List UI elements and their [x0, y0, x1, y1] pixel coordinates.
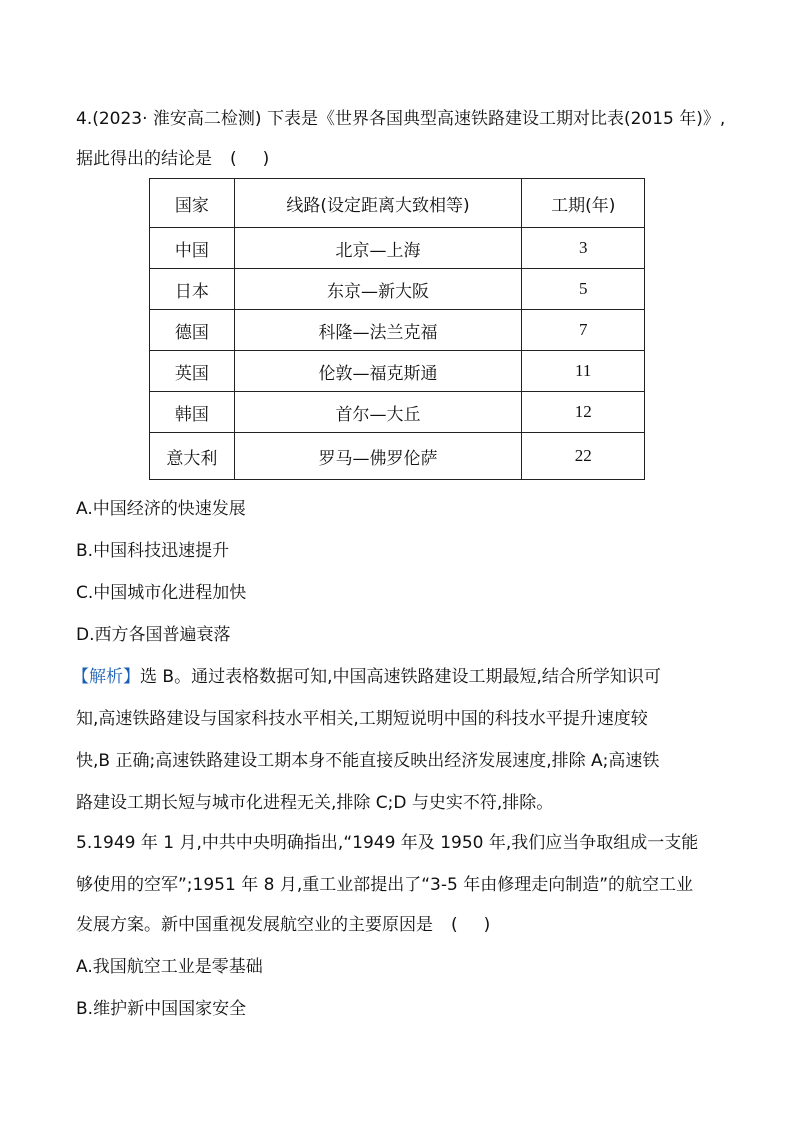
- answer-bracket-open: (: [451, 915, 484, 935]
- cell-years: 7: [522, 310, 645, 351]
- cell-country: 韩国: [150, 392, 235, 433]
- question-5-stem-line-2: 够使用的空军”;1951 年 8 月,重工业部提出了“3-5 年由修理走向制造”的航空工业: [76, 875, 694, 895]
- answer-bracket: [451, 914, 490, 936]
- answer-bracket-close: ): [483, 915, 491, 935]
- analysis-line-1: [72, 666, 732, 688]
- cell-route: 首尔—大丘: [234, 392, 522, 433]
- cell-route: 东京—新大阪: [234, 269, 522, 310]
- table-row: [150, 351, 645, 392]
- option-d: D.西方各国普遍衰落: [76, 625, 231, 645]
- analysis-line-4: 路建设工期长短与城市化进程无关,排除 C;D 与史实不符,排除。: [76, 793, 554, 813]
- cell-route: 科隆—法兰克福: [234, 310, 522, 351]
- option-a: A.我国航空工业是零基础: [76, 957, 263, 977]
- table-row: [150, 228, 645, 269]
- table-row: [150, 269, 645, 310]
- header-route: 线路(设定距离大致相等): [234, 179, 522, 228]
- cell-years: 11: [522, 351, 645, 392]
- cell-country: 日本: [150, 269, 235, 310]
- cell-years: 3: [522, 228, 645, 269]
- analysis-text: 选 B。通过表格数据可知,中国高速铁路建设工期最短,结合所学知识可: [140, 667, 661, 687]
- table-row: [150, 392, 645, 433]
- table-header-row: [150, 179, 645, 228]
- table-row: [150, 433, 645, 480]
- cell-route: 伦敦—福克斯通: [234, 351, 522, 392]
- analysis-line-2: 知,高速铁路建设与国家科技水平相关,工期短说明中国的科技水平提升速度较: [76, 709, 648, 729]
- question-4-stem-line-1: 4.(2023· 淮安高二检测) 下表是《世界各国典型高速铁路建设工期对比表(2015 年)》,: [76, 109, 726, 129]
- cell-country: 德国: [150, 310, 235, 351]
- cell-country: 中国: [150, 228, 235, 269]
- cell-country: 英国: [150, 351, 235, 392]
- answer-bracket: [230, 148, 269, 170]
- question-5-stem-text: 发展方案。新中国重视发展航空业的主要原因是: [76, 915, 433, 935]
- analysis-line-3: 快,B 正确;高速铁路建设工期本身不能直接反映出经济发展速度,排除 A;高速铁: [76, 751, 660, 771]
- question-4-stem-text: 据此得出的结论是: [76, 149, 212, 169]
- cell-route: 北京—上海: [234, 228, 522, 269]
- cell-country: 意大利: [150, 433, 235, 480]
- option-b: B.维护新中国国家安全: [76, 999, 247, 1019]
- option-a: A.中国经济的快速发展: [76, 499, 246, 519]
- analysis-tag: 【解析】: [72, 667, 140, 687]
- railway-comparison-table: [149, 178, 645, 480]
- header-years: 工期(年): [522, 179, 645, 228]
- answer-bracket-close: ): [262, 149, 270, 169]
- question-5-stem-line-1: 5.1949 年 1 月,中共中央明确指出,“1949 年及 1950 年,我们应当争取组成一支能: [76, 833, 699, 853]
- cell-years: 22: [522, 433, 645, 480]
- option-c: C.中国城市化进程加快: [76, 583, 247, 603]
- table-row: [150, 310, 645, 351]
- answer-bracket-open: (: [230, 149, 263, 169]
- cell-years: 12: [522, 392, 645, 433]
- option-b: B.中国科技迅速提升: [76, 541, 230, 561]
- question-4-stem-line-2: [76, 148, 736, 170]
- cell-years: 5: [522, 269, 645, 310]
- cell-route: 罗马—佛罗伦萨: [234, 433, 522, 480]
- question-5-stem-line-3: [76, 914, 736, 936]
- header-country: 国家: [150, 179, 235, 228]
